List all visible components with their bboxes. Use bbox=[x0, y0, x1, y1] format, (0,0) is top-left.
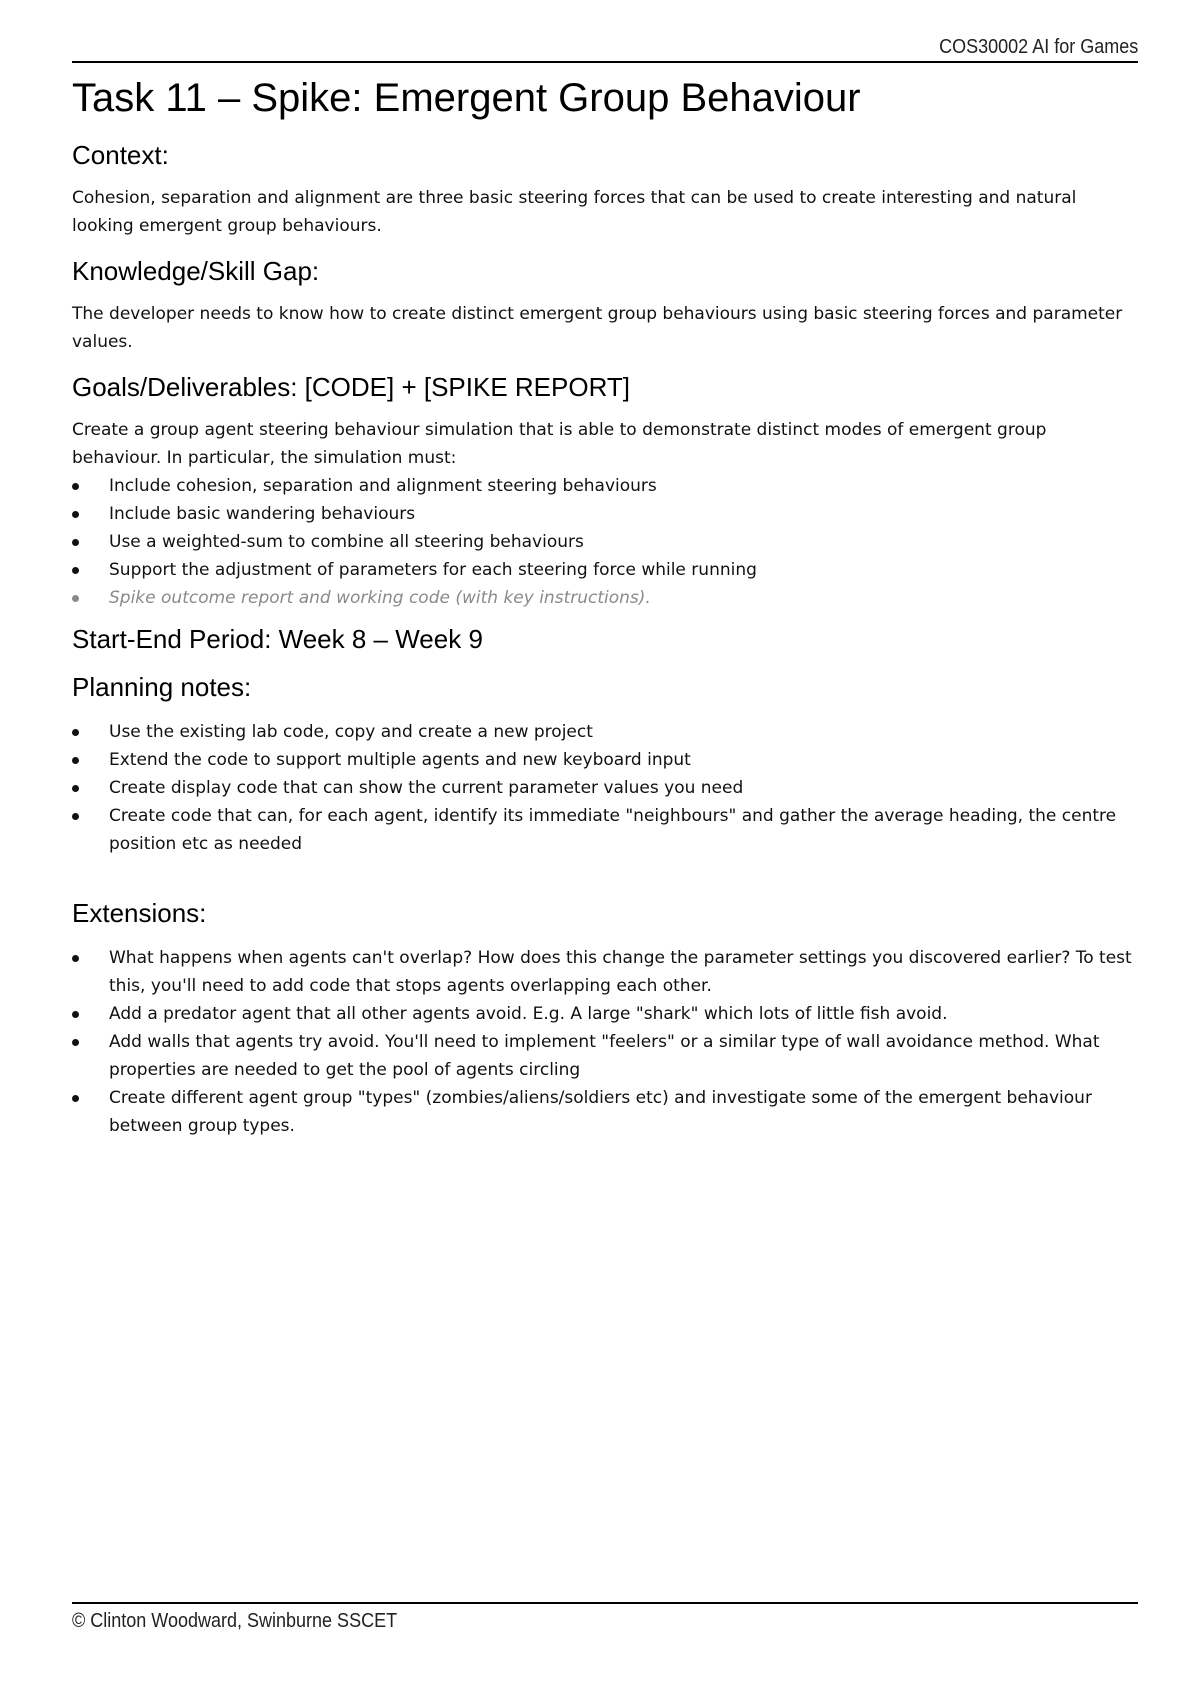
list-item-text: Include cohesion, separation and alignment steering behaviours bbox=[109, 476, 657, 496]
list-item-text: Use the existing lab code, copy and create a new project bbox=[109, 722, 593, 742]
bullet-icon bbox=[72, 595, 79, 602]
extensions-heading: Extensions: bbox=[72, 898, 207, 928]
list-item bbox=[72, 1000, 1138, 1028]
context-text: Cohesion, separation and alignment are three basic steering forces that can be used to create interesting and natural looking emergent group behaviours. bbox=[72, 188, 1077, 236]
list-item bbox=[72, 500, 1138, 528]
bullet-icon bbox=[72, 813, 79, 820]
list-item bbox=[72, 802, 1138, 858]
footer-rule bbox=[72, 1602, 1138, 1604]
list-item-text: Create code that can, for each agent, identify its immediate "neighbours" and gather the average heading, the centre position etc as needed bbox=[109, 806, 1117, 854]
list-item bbox=[72, 774, 1138, 802]
list-item-text: Include basic wandering behaviours bbox=[109, 504, 416, 524]
bullet-icon bbox=[72, 1011, 79, 1018]
bullet-icon bbox=[72, 1095, 79, 1102]
list-item-text: Support the adjustment of parameters for each steering force while running bbox=[109, 560, 757, 580]
page-title: Task 11 – Spike: Emergent Group Behaviour bbox=[72, 76, 861, 120]
list-item-text: Add walls that agents try avoid. You'll need to implement "feelers" or a similar type of wall avoidance method. What properties are needed to get the pool of agents circling bbox=[109, 1032, 1100, 1080]
bullet-icon bbox=[72, 785, 79, 792]
list-item bbox=[72, 528, 1138, 556]
gap-text: The developer needs to know how to create distinct emergent group behaviours using basic steering forces and parameter values. bbox=[72, 304, 1123, 352]
list-item-text: Create display code that can show the current parameter values you need bbox=[109, 778, 744, 798]
footer-copyright: © Clinton Woodward, Swinburne SSCET bbox=[72, 1610, 398, 1632]
bullet-icon bbox=[72, 729, 79, 736]
goals-text: Create a group agent steering behaviour simulation that is able to demonstrate distinct modes of emergent group behaviour. In particular, the simulation must: bbox=[72, 420, 1047, 468]
list-item bbox=[72, 556, 1138, 584]
bullet-icon bbox=[72, 539, 79, 546]
list-item-text: Use a weighted-sum to combine all steering behaviours bbox=[109, 532, 584, 552]
bullet-icon bbox=[72, 757, 79, 764]
header-rule bbox=[72, 61, 1138, 63]
list-item bbox=[72, 1084, 1138, 1140]
context-heading: Context: bbox=[72, 140, 169, 170]
list-item bbox=[72, 718, 1138, 746]
list-item-text: Extend the code to support multiple agents and new keyboard input bbox=[109, 750, 691, 770]
goals-list bbox=[72, 472, 1138, 612]
planning-list bbox=[72, 718, 1138, 858]
planning-heading: Planning notes: bbox=[72, 672, 252, 702]
list-item-text: What happens when agents can't overlap? How does this change the parameter settings you discovered earlier? To test this, you'll need to add code that stops agents overlapping each other. bbox=[109, 948, 1132, 996]
document-body bbox=[72, 72, 1138, 1140]
list-item bbox=[72, 472, 1138, 500]
bullet-icon bbox=[72, 567, 79, 574]
list-item-text: Spike outcome report and working code (with key instructions). bbox=[109, 588, 651, 608]
gap-heading: Knowledge/Skill Gap: bbox=[72, 256, 320, 286]
bullet-icon bbox=[72, 1039, 79, 1046]
bullet-icon bbox=[72, 955, 79, 962]
list-item-text: Add a predator agent that all other agents avoid. E.g. A large "shark" which lots of little fish avoid. bbox=[109, 1004, 948, 1024]
course-header: COS30002 AI for Games bbox=[938, 36, 1138, 58]
list-item-text: Create different agent group "types" (zombies/aliens/soldiers etc) and investigate some of the emergent behaviour between group types. bbox=[109, 1088, 1092, 1136]
list-item bbox=[72, 944, 1138, 1000]
bullet-icon bbox=[72, 483, 79, 490]
list-item bbox=[72, 1028, 1138, 1084]
goals-heading: Goals/Deliverables: [CODE] + [SPIKE REPORT] bbox=[72, 372, 630, 402]
extensions-list bbox=[72, 944, 1138, 1140]
list-item bbox=[72, 746, 1138, 774]
period-heading: Start-End Period: Week 8 – Week 9 bbox=[72, 624, 483, 654]
list-item bbox=[72, 584, 1138, 612]
bullet-icon bbox=[72, 511, 79, 518]
